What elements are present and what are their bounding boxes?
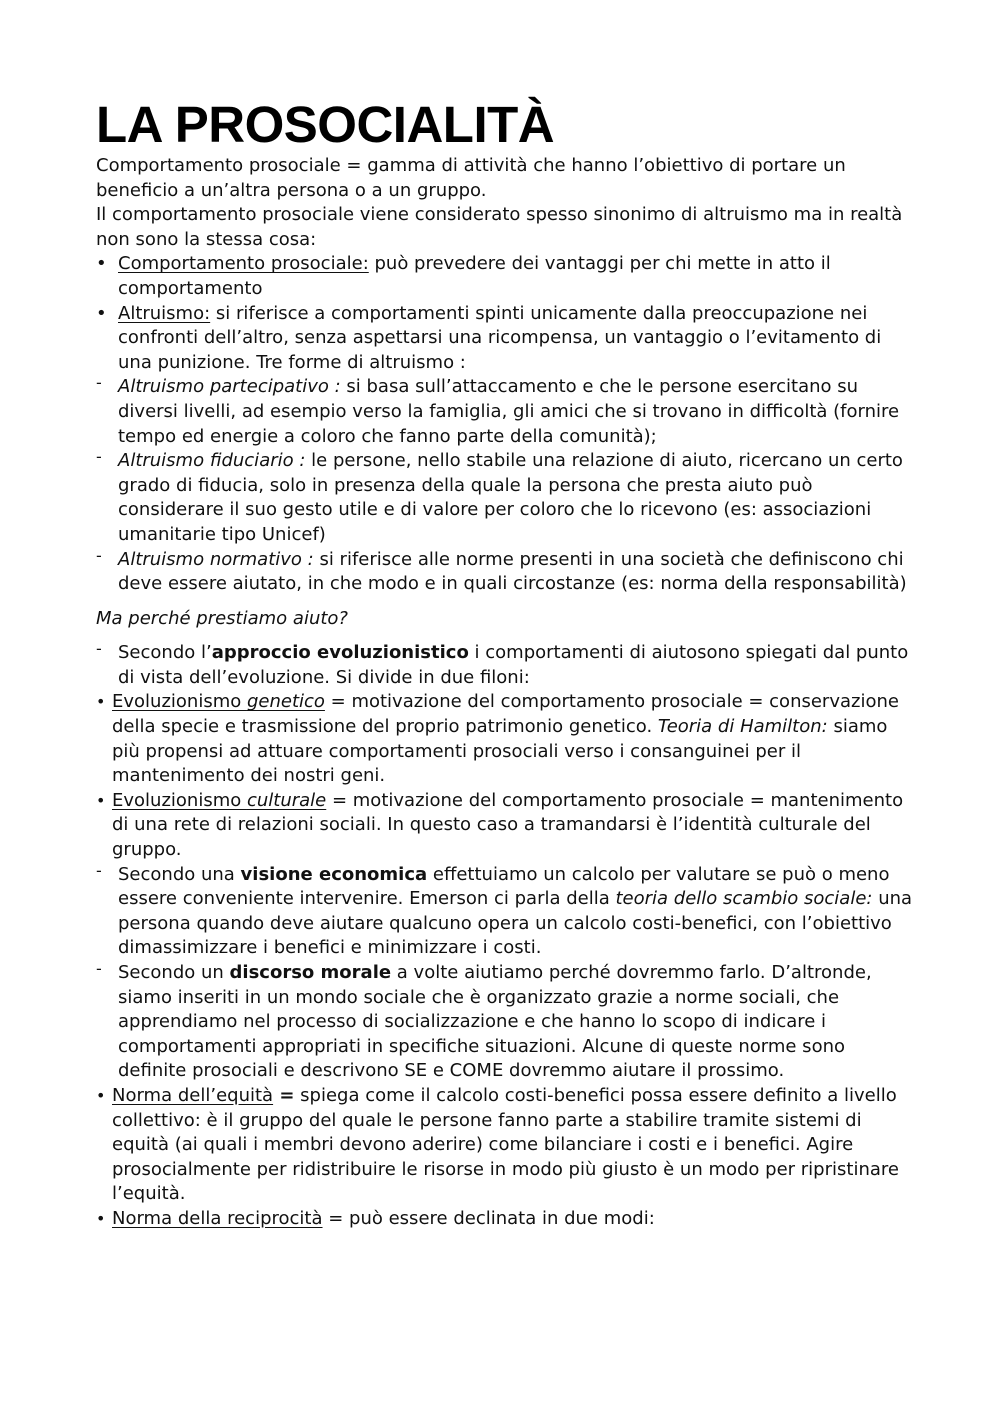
moral-post: a volte aiutiamo perché dovremmo farlo. D’altronde, siamo inseriti in un mondo sociale che è organizzato grazie a norme sociali, che apprendiamo nel processo di socializzazione e che hanno lo scopo di indicare i comportamenti appropriati in specifiche situazioni. Alcune di queste norme sono definite prosociali e descrivono SE e COME dovremmo aiutare il prossimo. [118,962,872,1082]
intro-paragraph-1: Comportamento prosociale = gamma di attività che hanno l’obiettivo di portare un beneficio a un’altra persona o a un gruppo. [96,155,846,201]
definition-text: le persone, nello stabile una relazione di aiuto, ricercano un certo grado di fiducia, solo in presenza della quale la persona che presta aiuto può considerare il suo gesto utile e di valore per coloro che lo ricevono (es: associazioni umanitarie tipo Unicef) [118,450,903,545]
definition-text: spiega come il calcolo costi-benefici possa essere definito a livello collettivo: è il gruppo del quale le persone fanno parte a stabilire tramite sistemi di equità (ai quali i membri devono aderire) come bilanciare i costi e i benefici. Agire prosocialmente per ridistribuire le risorse in modo più giusto è un modo per ripristinare l’equità. [112,1084,899,1205]
definition-text: = motivazione del comportamento prosociale = conservazione della specie e trasmissione del proprio patrimonio genetico. [112,691,899,738]
list-item [96,690,916,788]
term-culturale: culturale [246,789,327,811]
term-altruismo-fiduciario: Altruismo fiduciario : [118,450,306,472]
section-question: Ma perché prestiamo aiuto? [96,607,348,629]
list-item [96,860,916,961]
term-genetico: genetico [246,691,325,713]
dash-icon: - [96,860,102,880]
term-comportamento-prosociale: Comportamento prosociale: [118,253,369,275]
definition-text: = motivazione del comportamento prosociale = mantenimento di una rete di relazioni sociali. In questo caso a tramandarsi è l’identità culturale del gruppo. [112,789,904,861]
bullet-icon: • [96,790,106,810]
dash-icon: - [96,373,102,393]
evol-bold: approccio evoluzionistico [211,642,469,664]
document-page [96,98,916,1232]
list-item [96,302,916,376]
equals-sign: = [273,1084,295,1106]
list-item [96,375,916,449]
term-norma-equita: Norma dell’equità [112,1084,274,1106]
moral-bold: discorso morale [229,962,392,983]
moral-pre: Secondo un [118,962,230,983]
term-evoluzionismo: Evoluzionismo [112,789,247,811]
hamilton-label: Teoria di Hamilton: [657,716,828,738]
bullet-icon: • [96,253,107,275]
list-item [96,1084,916,1207]
econ-pre: Secondo una [118,863,241,885]
econ-bold: visione economica [240,863,428,885]
definition-text: si riferisce a comportamenti spinti unicamente dalla preoccupazione nei confronti dell’altro, senza aspettarsi una ricompensa, un vantaggio o l’evitamento di una punizione. Tre forme di altruismo : [118,302,882,373]
evol-pre: Secondo l’ [118,642,212,664]
term-norma-reciprocita: Norma della reciprocità [112,1207,323,1229]
definition-text: = può essere declinata in due modi: [322,1207,655,1229]
hamilton-text: siamo più propensi ad attuare comportamenti prosociali verso i consanguinei per il mantenimento dei nostri geni. [112,716,888,787]
econ-theory: teoria dello scambio sociale: [615,888,873,910]
list-item [96,789,916,863]
bullet-icon: • [96,302,107,324]
term-altruismo: Altruismo: [118,302,211,324]
bullet-icon: • [96,1208,106,1228]
term-evoluzionismo: Evoluzionismo [112,691,247,713]
dash-icon: - [96,639,102,659]
definition-text: si riferisce alle norme presenti in una società che definiscono chi deve essere aiutato, in che modo e in quali circostanze (es: norma della responsabilità) [118,548,907,595]
term-altruismo-partecipativo: Altruismo partecipativo : [118,376,341,398]
list-item [96,1207,916,1232]
bullet-icon: • [96,692,106,712]
econ-mid: effettuiamo un calcolo per valutare se può o meno essere conveniente intervenire. Emerson ci parla della [118,863,890,910]
definition-text: può prevedere dei vantaggi per chi mette in atto il comportamento [118,253,831,299]
list-item [96,545,916,597]
econ-post: una persona quando deve aiutare qualcuno opera un calcolo costi-benefici, con l’obiettivo dimassimizzare i benefici e minimizzare i costi. [118,888,913,959]
dash-icon: - [96,959,102,978]
bullet-icon: • [96,1085,106,1105]
list-item [96,961,916,1084]
page-title: LA PROSOCIALITÀ [96,96,555,153]
list-item [96,449,916,547]
dash-icon: - [96,545,102,565]
dash-icon: - [96,447,102,467]
intro-paragraph-2: Il comportamento prosociale viene considerato spesso sinonimo di altruismo ma in realtà non sono la stessa cosa: [96,204,903,250]
list-item [96,252,916,301]
definition-text: si basa sull’attaccamento e che le persone esercitano su diversi livelli, ad esempio verso la famiglia, gli amici che si trovano in difficoltà (fornire tempo ed energie a coloro che fanno parte della comunità); [118,376,900,447]
list-item [96,641,916,690]
term-altruismo-normativo: Altruismo normativo : [118,548,314,570]
evol-post: i comportamenti di aiutosono spiegati dal punto di vista dell’evoluzione. Si divide in due filoni: [118,642,909,688]
